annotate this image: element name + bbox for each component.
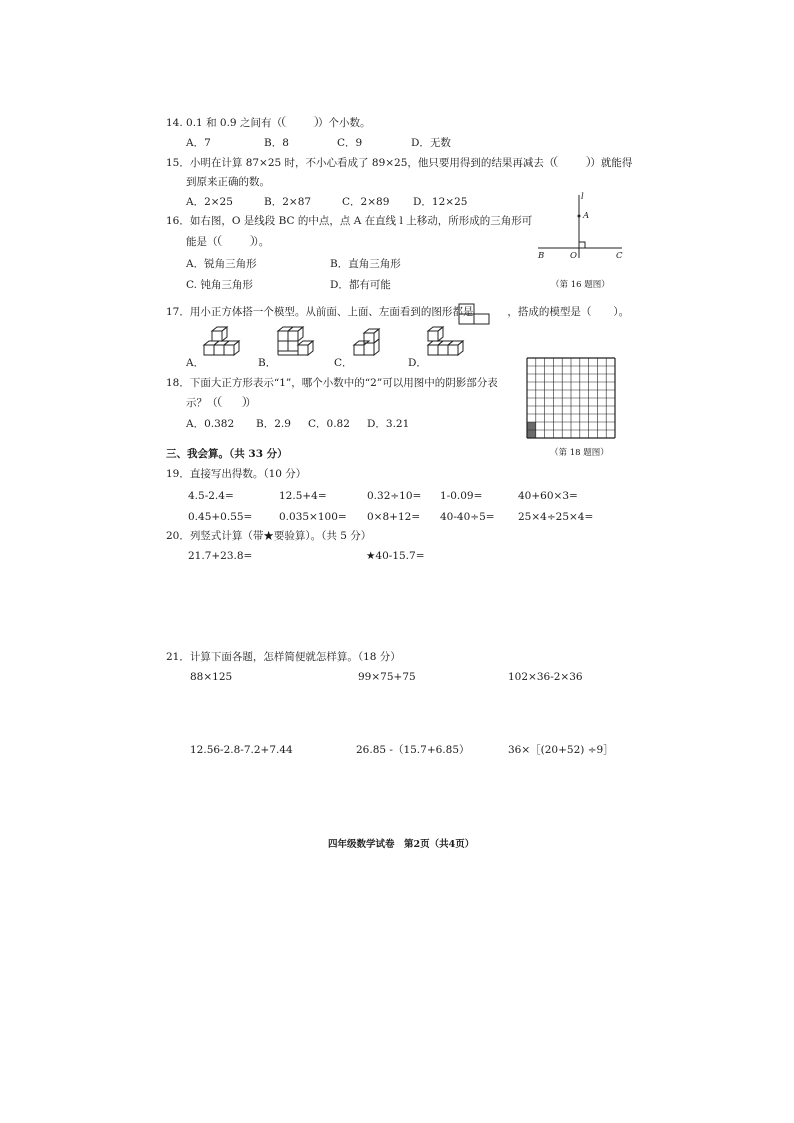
q14-option-a: A．7 <box>186 137 211 149</box>
q18-caption: （第 18 题图） <box>550 448 609 458</box>
q20-title: 20．列竖式计算（带★要验算）。（共 5 分） <box>166 530 372 542</box>
q21-item: 88×125 <box>190 671 233 683</box>
q16-option-d: D．都有可能 <box>330 279 391 291</box>
q16-option-c: C. 钝角三角形 <box>186 279 253 291</box>
point-a <box>578 215 581 218</box>
q15-option-c: C．2×89 <box>342 196 390 208</box>
q17-option-c: C． <box>334 357 353 369</box>
answer-blank[interactable] <box>282 116 318 127</box>
label-l: l <box>581 192 584 202</box>
label-o: O <box>570 251 577 261</box>
cube-model-b-icon <box>276 327 318 369</box>
q16-stem-line2: 能是（ ）。 <box>186 236 270 248</box>
shaded-cell <box>527 430 536 438</box>
q19-title: 19．直接写出得数。（10 分） <box>166 468 307 480</box>
q19-item: 25×4÷25×4= <box>518 511 594 523</box>
q14-stem: 14. 0.1 和 0.9 之间有（ ）个小数。 <box>166 117 371 129</box>
q17-option-b: B． <box>258 357 277 369</box>
q20-item: 21.7+23.8= <box>188 550 253 562</box>
q19-item: 40-40÷5= <box>440 511 495 523</box>
q18-stem-line1: 18．下面大正方形表示“1”，哪个小数中的“2”可以用图中的阴影部分表 <box>166 377 498 389</box>
q15-stem-line2: 到原来正确的数。 <box>186 176 270 188</box>
q20-item-starred: ★40-15.7= <box>366 550 425 562</box>
section-title: 三、我会算。（共 33 分） <box>166 448 288 460</box>
q16-stem-line1: 16．如右图，O 是线段 BC 的中点，点 A 在直线 l 上移动，所形成的三角形可 <box>166 215 533 227</box>
label-c: C <box>616 251 623 261</box>
q19-item: 12.5+4= <box>279 490 327 502</box>
q18-option-a: A．0.382 <box>186 418 235 430</box>
q16-option-b: B．直角三角形 <box>330 258 401 270</box>
label-a: A <box>583 211 590 221</box>
q16-caption: （第 16 题图） <box>551 280 610 290</box>
q21-item: 102×36-2×36 <box>508 671 583 683</box>
q21-item: 26.85 -（15.7+6.85） <box>356 744 470 756</box>
q14-option-d: D．无数 <box>411 137 451 149</box>
cube-model-a-icon <box>202 327 244 369</box>
answer-blank[interactable] <box>218 396 246 407</box>
q19-item: 0.32÷10= <box>367 490 422 502</box>
q17-stem: 17．用小正方体搭一个模型。从前面、上面、左面看到的图形都是 ，搭成的模型是（ ）。 <box>166 306 630 318</box>
q21-item: 36×［(20+52) ÷9］ <box>508 744 614 756</box>
q19-item: 0.45+0.55= <box>188 511 253 523</box>
q18-option-c: C．0.82 <box>308 418 350 430</box>
q21-item: 12.56-2.8-7.2+7.44 <box>190 744 293 756</box>
q18-option-b: B．2.9 <box>256 418 291 430</box>
q19-item: 40+60×3= <box>518 490 578 502</box>
q15-option-a: A．2×25 <box>186 196 233 208</box>
view-shape-icon <box>458 303 492 325</box>
q19-item: 4.5-2.4= <box>188 490 234 502</box>
label-b: B <box>538 251 545 261</box>
q16-option-a: A．锐角三角形 <box>186 258 257 270</box>
right-angle-mark <box>579 242 585 248</box>
q18-option-d: D．3.21 <box>367 418 410 430</box>
q21-item: 99×75+75 <box>358 671 416 683</box>
q21-title: 21．计算下面各题，怎样简便就怎样算。（18 分） <box>166 651 401 663</box>
q15-stem-line1: 15．小明在计算 87×25 时，不小心看成了 89×25，他只要用得到的结果再减去（ ）就能得 <box>166 157 633 169</box>
q14-option-b: B．8 <box>264 137 289 149</box>
shaded-cell <box>527 422 536 430</box>
q17-option-d: D． <box>408 357 427 369</box>
cube-model-c-icon <box>350 327 392 369</box>
q17-option-a: A． <box>186 357 205 369</box>
q16-figure <box>530 190 630 270</box>
answer-blank[interactable] <box>218 235 254 246</box>
q14-option-c: C．9 <box>337 137 363 149</box>
page-footer: 四年级数学试卷 第2页（共4页） <box>328 839 475 850</box>
hundred-grid <box>526 357 616 439</box>
q15-option-b: B．2×87 <box>264 196 312 208</box>
q19-item: 0×8+12= <box>367 511 421 523</box>
q18-stem-line2: 示？（ ） <box>186 397 256 409</box>
q15-option-d: D．12×25 <box>413 196 468 208</box>
answer-blank[interactable] <box>554 156 590 167</box>
q19-item: 0.035×100= <box>279 511 347 523</box>
cube-model-d-icon <box>424 327 466 369</box>
q19-item: 1-0.09= <box>440 490 483 502</box>
